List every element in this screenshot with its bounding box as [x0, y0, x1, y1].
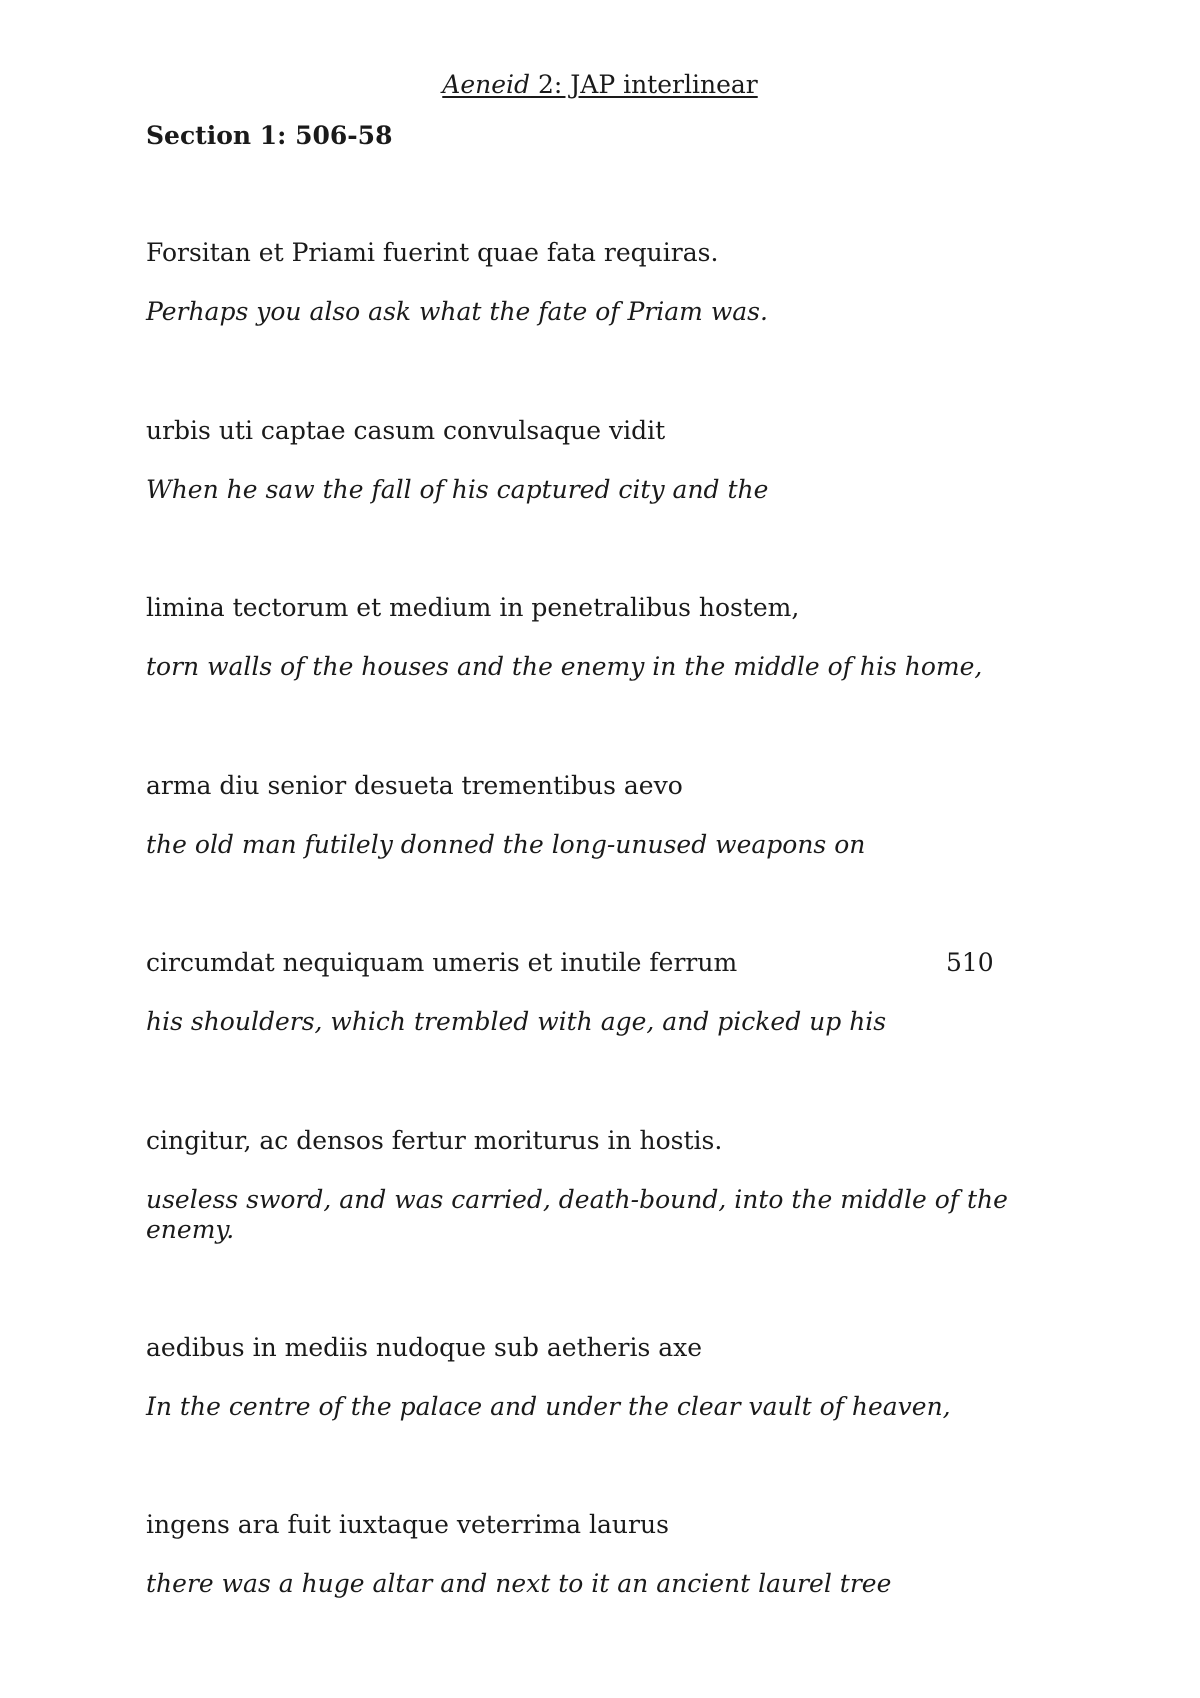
latin-line: circumdat nequiquam umeris et inutile ferrum — [146, 948, 738, 977]
title-rest: 2: JAP interlinear — [530, 70, 758, 99]
verse-pair — [146, 1333, 1066, 1422]
english-translation: Perhaps you also ask what the fate of Priam was. — [146, 297, 768, 326]
section-heading: Section 1: 506-58 — [146, 121, 393, 150]
latin-line: aedibus in mediis nudoque sub aetheris axe — [146, 1333, 703, 1362]
english-translation: torn walls of the houses and the enemy in the middle of his home, — [146, 652, 983, 681]
verse-pair — [146, 593, 1066, 682]
english-translation: When he saw the fall of his captured city and the — [146, 475, 769, 504]
title-work-name: Aeneid — [442, 70, 531, 99]
english-translation: useless sword, and was carried, death-bound, into the middle of the enemy. — [146, 1185, 1008, 1244]
line-number: 510 — [946, 948, 994, 977]
latin-line: cingitur, ac densos fertur moriturus in hostis. — [146, 1126, 723, 1155]
verse-pair — [146, 948, 1066, 1037]
english-translation: the old man futilely donned the long-unused weapons on — [146, 830, 866, 859]
verse-pair — [146, 771, 1066, 860]
document-title — [0, 70, 1200, 100]
verse-pair — [146, 238, 1066, 327]
english-translation: his shoulders, which trembled with age, and picked up his — [146, 1007, 887, 1036]
latin-line-wrapper — [146, 948, 1066, 978]
verse-pair — [146, 1510, 1066, 1599]
english-translation: In the centre of the palace and under the clear vault of heaven, — [146, 1392, 951, 1421]
latin-line: arma diu senior desueta trementibus aevo — [146, 771, 683, 800]
latin-line: Forsitan et Priami fuerint quae fata requiras. — [146, 238, 719, 267]
verse-pair — [146, 1126, 1066, 1245]
english-translation: there was a huge altar and next to it an ancient laurel tree — [146, 1569, 892, 1598]
latin-line: limina tectorum et medium in penetralibus hostem, — [146, 593, 800, 622]
latin-line: urbis uti captae casum convulsaque vidit — [146, 416, 666, 445]
verse-pair — [146, 416, 1066, 505]
latin-line: ingens ara fuit iuxtaque veterrima laurus — [146, 1510, 669, 1539]
